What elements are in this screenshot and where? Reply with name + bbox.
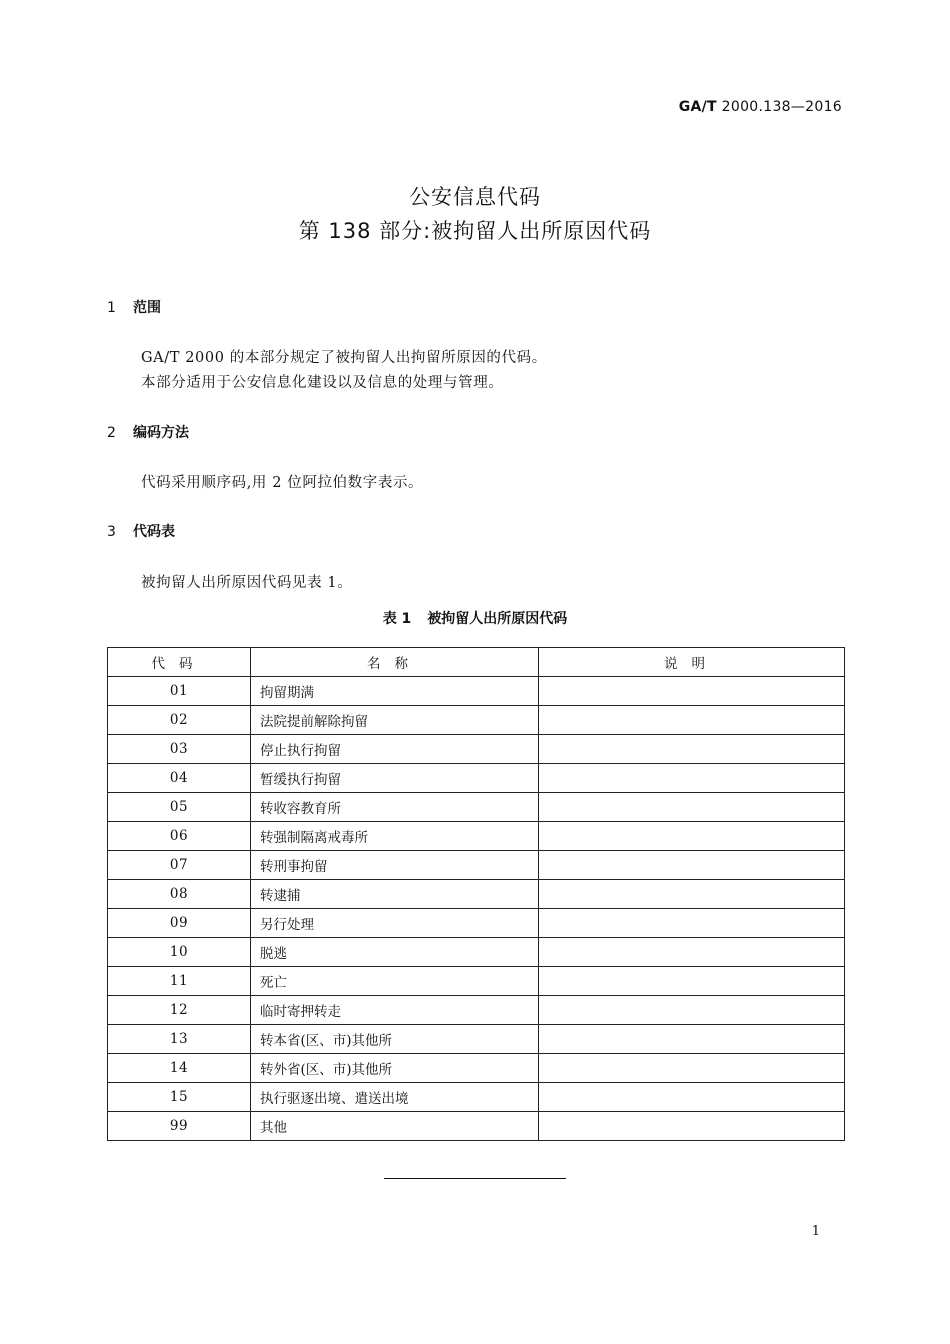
cell-code: 99 <box>108 1112 251 1141</box>
table-row <box>108 851 845 880</box>
cell-code: 11 <box>108 967 251 996</box>
paragraph: 本部分适用于公安信息化建设以及信息的处理与管理。 <box>141 375 504 391</box>
cell-name: 转收容教育所 <box>251 793 539 822</box>
paragraph: GA/T 2000 的本部分规定了被拘留人出拘留所原因的代码。 <box>141 350 547 366</box>
cell-name: 转外省(区、市)其他所 <box>251 1054 539 1083</box>
table-caption <box>0 608 950 628</box>
table-row <box>108 822 845 851</box>
section-heading-code-table <box>107 521 175 541</box>
cell-description <box>539 1054 845 1083</box>
cell-name: 暂缓执行拘留 <box>251 764 539 793</box>
cell-description <box>539 880 845 909</box>
table-row <box>108 735 845 764</box>
cell-name: 脱逃 <box>251 938 539 967</box>
table-row <box>108 706 845 735</box>
cell-name: 停止执行拘留 <box>251 735 539 764</box>
cell-name: 转逮捕 <box>251 880 539 909</box>
cell-description <box>539 851 845 880</box>
standard-code <box>679 99 842 115</box>
page-number: 1 <box>811 1224 820 1239</box>
table-row <box>108 793 845 822</box>
table-caption-label: 表 1 <box>382 611 412 627</box>
paragraph: 被拘留人出所原因代码见表 1。 <box>141 575 353 591</box>
cell-description <box>539 822 845 851</box>
section-number: 2 <box>107 425 116 441</box>
cell-code: 03 <box>108 735 251 764</box>
cell-code: 14 <box>108 1054 251 1083</box>
table-row <box>108 1025 845 1054</box>
table-row <box>108 1083 845 1112</box>
cell-name: 其他 <box>251 1112 539 1141</box>
cell-description <box>539 706 845 735</box>
cell-code: 09 <box>108 909 251 938</box>
table-row <box>108 1112 845 1141</box>
table-header-row <box>108 648 845 677</box>
standard-prefix: GA/T <box>678 99 717 115</box>
section-number: 3 <box>107 524 116 540</box>
header-name: 名称 <box>251 648 539 677</box>
cell-code: 07 <box>108 851 251 880</box>
section-title: 代码表 <box>133 524 175 540</box>
cell-name: 转强制隔离戒毒所 <box>251 822 539 851</box>
table-row <box>108 880 845 909</box>
table-row <box>108 996 845 1025</box>
cell-description <box>539 1025 845 1054</box>
section-heading-scope <box>107 297 161 317</box>
cell-code: 02 <box>108 706 251 735</box>
table-row <box>108 909 845 938</box>
cell-name: 拘留期满 <box>251 677 539 706</box>
cell-description <box>539 735 845 764</box>
cell-code: 10 <box>108 938 251 967</box>
cell-description <box>539 1083 845 1112</box>
cell-code: 05 <box>108 793 251 822</box>
document-subtitle: 第 138 部分:被拘留人出所原因代码 <box>298 219 652 243</box>
table-row <box>108 764 845 793</box>
cell-name: 临时寄押转走 <box>251 996 539 1025</box>
header-description: 说明 <box>539 648 845 677</box>
cell-name: 另行处理 <box>251 909 539 938</box>
code-table <box>107 647 845 1141</box>
cell-code: 04 <box>108 764 251 793</box>
table-row <box>108 967 845 996</box>
cell-code: 12 <box>108 996 251 1025</box>
section-number: 1 <box>107 300 116 316</box>
end-of-document-rule <box>384 1178 566 1179</box>
cell-name: 法院提前解除拘留 <box>251 706 539 735</box>
section-title: 范围 <box>133 300 161 316</box>
cell-description <box>539 793 845 822</box>
cell-code: 06 <box>108 822 251 851</box>
section-heading-coding-method <box>107 422 189 442</box>
section-title: 编码方法 <box>133 425 189 441</box>
paragraph: 代码采用顺序码,用 2 位阿拉伯数字表示。 <box>141 475 424 491</box>
document-title: 公安信息代码 <box>409 185 541 209</box>
cell-description <box>539 938 845 967</box>
cell-name: 执行驱逐出境、遣送出境 <box>251 1083 539 1112</box>
table-row <box>108 1054 845 1083</box>
table-caption-title: 被拘留人出所原因代码 <box>427 611 568 627</box>
cell-name: 死亡 <box>251 967 539 996</box>
cell-description <box>539 764 845 793</box>
standard-number: 2000.138—2016 <box>721 99 842 115</box>
cell-name: 转刑事拘留 <box>251 851 539 880</box>
cell-code: 13 <box>108 1025 251 1054</box>
cell-code: 08 <box>108 880 251 909</box>
header-code: 代码 <box>108 648 251 677</box>
cell-description <box>539 1112 845 1141</box>
cell-code: 01 <box>108 677 251 706</box>
cell-description <box>539 677 845 706</box>
cell-description <box>539 967 845 996</box>
cell-code: 15 <box>108 1083 251 1112</box>
cell-name: 转本省(区、市)其他所 <box>251 1025 539 1054</box>
cell-description <box>539 996 845 1025</box>
cell-description <box>539 909 845 938</box>
table-row <box>108 938 845 967</box>
table-row <box>108 677 845 706</box>
